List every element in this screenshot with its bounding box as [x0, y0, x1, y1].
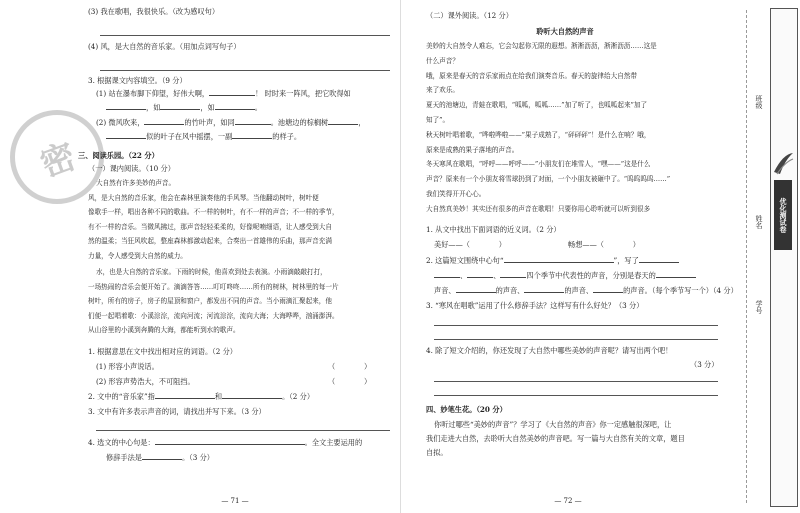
- passage-line: 像歌手一样，唱出各种不同的歌曲。不一样的树叶，有不一样的声音；不一样的季节，: [88, 208, 339, 216]
- r2-text: 。（2 分）: [282, 392, 315, 401]
- fill-text: ，如: [146, 103, 161, 112]
- page-number: — 72 —: [554, 497, 582, 505]
- fill-blank[interactable]: [504, 262, 614, 263]
- fill1-line: [96, 89, 351, 98]
- fill-text: 的样子。: [272, 132, 302, 141]
- r4-cont: [106, 453, 214, 462]
- r4-text: 。（3 分）: [181, 453, 214, 462]
- side-band: [770, 8, 798, 507]
- page-number: — 71 —: [221, 497, 249, 505]
- passage-line: 来了欢乐。: [426, 86, 459, 95]
- reading-a-heading: （一）课内阅读。（10 分）: [88, 164, 175, 173]
- fill2-cont: [106, 132, 301, 141]
- binding-strip: [730, 0, 800, 513]
- fill-blank[interactable]: [235, 124, 271, 125]
- fill-text: 的竹叶声，如同: [184, 118, 235, 127]
- reading-b-heading: （二）课外阅读。（12 分）: [426, 11, 513, 20]
- fill-blank[interactable]: [500, 277, 526, 278]
- r2-text: 2. 文中的“音乐家”指: [88, 392, 155, 401]
- task3-heading: 3. 根据课文内容填空。（9 分）: [88, 76, 187, 85]
- fill-blank[interactable]: [593, 292, 623, 293]
- fill-blank[interactable]: [209, 95, 255, 96]
- fill-blank[interactable]: [656, 277, 696, 278]
- answer-line[interactable]: [434, 325, 718, 326]
- r3-prompt: 3. 文中有许多表示声音的词，请找出并写下来。（3 分）: [88, 407, 266, 416]
- fill-blank[interactable]: [222, 398, 282, 399]
- passage-title: 聆听大自然的声音: [536, 27, 594, 36]
- q1b: 畅想——（ ）: [568, 240, 640, 249]
- q4-prompt: 4. 除了短文介绍的，你还发现了大自然中哪些美妙的声音呢？请写出两个吧！: [426, 346, 673, 355]
- passage-line: 哦，原来是春天的音乐家雨点在给我们演奏音乐。春天的旋律给大自然带: [426, 71, 637, 80]
- passage-line: 一场热闹的音乐会便开始了。滴滴答答……叮叮咚咚……所有的树林，树林里的每一片: [88, 282, 339, 291]
- q1-prompt: 1. 从文中找出下面词语的近义词。（2 分）: [426, 225, 561, 234]
- q3-prompt: (3) 我在歌唱，我很快乐。（改为感叹句）: [88, 7, 220, 16]
- passage-line: 树叶，所有的房子，房子的屋顶和窗户，都发出不同的声音。当小雨滴汇聚起来，他: [88, 297, 332, 305]
- fill-blank[interactable]: [142, 459, 182, 460]
- passage-line: 风，是大自然的音乐家，他会在森林里演奏他的手风琴。当他翻动树叶，树叶便: [88, 193, 319, 202]
- answer-line[interactable]: [96, 430, 390, 431]
- fill-text: (2) 微风吹来，: [96, 118, 145, 127]
- fill-blank[interactable]: [456, 292, 496, 293]
- confidential-stamp: 密: [10, 110, 104, 204]
- class-label: 班级: [755, 95, 763, 109]
- passage-line: 大自然有许多美妙的声音。: [96, 179, 176, 187]
- fill-blank[interactable]: [434, 277, 460, 278]
- fill-blank[interactable]: [144, 124, 184, 125]
- fill-text: 。: [254, 103, 262, 112]
- r4-text: 4. 选文的中心句是：: [88, 438, 155, 447]
- swoosh-logo-icon: [771, 150, 795, 178]
- brand-label: 优化测试卷: [774, 180, 792, 250]
- fill-blank[interactable]: [467, 277, 493, 278]
- q2-text: 、: [460, 271, 468, 280]
- answer-line[interactable]: [100, 70, 390, 71]
- section4-heading: 四、妙笔生花。（20 分）: [426, 405, 507, 414]
- id-label: 学号: [755, 300, 763, 314]
- q2-text: 的声音。（每个季节写一个）（4 分）: [623, 286, 738, 295]
- q2-text: 声音、: [434, 286, 456, 295]
- fill1-cont: [106, 103, 262, 112]
- fill-text: 似的叶子在风中摇摆，一副: [146, 132, 233, 141]
- fill-blank[interactable]: [106, 109, 146, 110]
- fill-blank[interactable]: [328, 124, 358, 125]
- passage-line: 我们笑得开开心心。: [426, 190, 486, 198]
- q2-cont2: [434, 286, 738, 295]
- answer-line[interactable]: [434, 339, 718, 340]
- passage-line: 冬天寒风在歌唱，“呼呼——呼呼——”小朋友们在堆雪人，“嘿——”这是什么: [426, 160, 651, 169]
- q2-text: 2. 这篇短文围绕中心句“: [426, 256, 504, 265]
- fill-text: ，: [358, 118, 366, 127]
- fill-blank[interactable]: [232, 138, 272, 139]
- answer-paren[interactable]: （ ）: [328, 362, 372, 371]
- r4-text: 。全文主要运用的: [304, 438, 363, 447]
- passage-line: 大自然真美妙！其实还有很多的声音在歌唱！只要你用心聆听就可以听到很多: [426, 204, 651, 213]
- answer-line[interactable]: [434, 381, 718, 382]
- passage-line: 原来是成熟的果子落地的声音。: [426, 145, 519, 154]
- cut-line: [746, 10, 747, 503]
- q2-text: 、: [493, 271, 501, 280]
- essay-prompt: 我们走进大自然，去聆听大自然美妙的声音吧。写一篇与大自然有关的文章，题目: [426, 434, 685, 443]
- r4-line: [88, 438, 362, 447]
- r4-text: 修辞手法是: [106, 453, 142, 462]
- fill-text: (1) 站在瀑布脚下仰望，好伟大啊，: [96, 89, 210, 98]
- passage-line: 有不一样的音乐。当微风拂过，那声音轻轻柔柔的，好像呢喃细语，让人感受到大自: [88, 222, 332, 231]
- passage-line: 水，也是大自然的音乐家。下雨的时候，他喜欢到处去表演。小雨滴敲敲打打，: [96, 268, 327, 276]
- fill-text: 。池塘边的棕榈树: [270, 118, 329, 127]
- passage-line: 什么声音？: [426, 56, 459, 65]
- r1b: (2) 形容声势浩大，不可阻挡。: [96, 377, 195, 386]
- essay-prompt: 自拟。: [426, 448, 448, 457]
- q2-text: 的声音、: [495, 286, 525, 295]
- q2-cont: [434, 271, 696, 280]
- q2-text: ”，写了: [613, 256, 639, 265]
- passage-line: 知了”。: [426, 116, 450, 124]
- q2-text: 四个季节中代表性的声音，分别是春天的: [526, 271, 656, 280]
- passage-line: 从山谷里的小溪到奔腾的大海，都能听到水的歌声。: [88, 326, 240, 334]
- fill-text: ！ 时时来一阵风，把它吹得如: [255, 89, 351, 98]
- fill-blank[interactable]: [639, 262, 679, 263]
- passage-line: 力量，令人感受到大自然的威力。: [88, 251, 187, 260]
- passage-line: 秋天树叶唱着歌，“哗啦哗啦——”果子成熟了，“砰砰砰”！是什么在响？哦，: [426, 130, 651, 139]
- fill-blank[interactable]: [524, 292, 564, 293]
- passage-line: 美妙的大自然令人难忘，它会勾起你无限的遐想。淅淅沥沥，淅淅沥沥……这是: [426, 42, 657, 50]
- fill-blank[interactable]: [160, 109, 200, 110]
- page-72: [400, 0, 738, 513]
- fill-blank[interactable]: [106, 138, 146, 139]
- passage-line: 然的温柔；当狂风吹起，整座森林都激动起来，合奏出一首雄伟的乐曲，那声音充满: [88, 237, 332, 245]
- passage-line: 声音？原来有一个小朋友将雪球扔到了对面，一个小朋友被砸中了。“呜呜呜呜……”: [426, 175, 671, 184]
- answer-paren[interactable]: （ ）: [328, 377, 372, 386]
- r1-prompt: 1. 根据意思在文中找出相对应的词语。（2 分）: [88, 347, 237, 356]
- fill2-line: [96, 118, 365, 127]
- fill-text: ，如: [200, 103, 215, 112]
- name-label: 姓名: [755, 215, 763, 229]
- fill-blank[interactable]: [155, 444, 305, 445]
- q2-text: 的声音、: [564, 286, 594, 295]
- fill-blank[interactable]: [215, 109, 255, 110]
- section3-heading: 三、阅读乐园。（22 分）: [78, 151, 159, 160]
- passage-line: 夏天的池塘边，青蛙在歌唱，“呱呱，呱呱……”加了听了，也呱呱起来”加了: [426, 101, 648, 110]
- q2-line: [426, 256, 679, 265]
- q1a: 美好——（ ）: [434, 240, 506, 249]
- q4-score: （3 分）: [690, 360, 719, 369]
- q3-prompt: 3. “寒风在唱歌”运用了什么修辞手法？这样写有什么好处？（3 分）: [426, 301, 644, 310]
- answer-line[interactable]: [434, 395, 718, 396]
- q4-prompt: (4) 风，是大自然的音乐家。（用加点词写句子）: [88, 42, 241, 51]
- passage-line: 们便一起唱着歌：小溪淙淙，流向河流；河流淙淙，流向大海；大海哗哗，汹涌澎湃。: [88, 311, 339, 320]
- r1a: (1) 形容小声说话。: [96, 362, 159, 371]
- fill-blank[interactable]: [155, 398, 215, 399]
- r2-line: [88, 392, 314, 401]
- r2-text: 和: [214, 392, 223, 401]
- answer-line[interactable]: [100, 35, 390, 36]
- essay-prompt: 你听过哪些“美妙的声音”？学习了《大自然的声音》你一定感触很深吧，让: [434, 420, 672, 429]
